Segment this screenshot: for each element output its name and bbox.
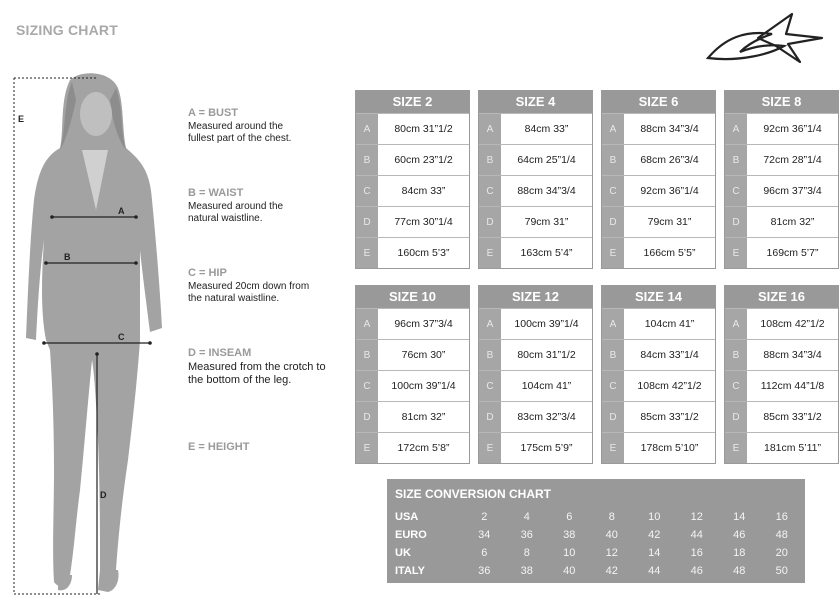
row-value: 85cm 33”1/2 (763, 411, 822, 423)
table-row (602, 308, 715, 339)
row-value: 92cm 36”1/4 (640, 185, 699, 197)
legend-head: E = HEIGHT (188, 441, 250, 453)
row-letter: A (602, 309, 624, 339)
conversion-value: 38 (563, 529, 576, 541)
legend-desc: Measured from the crotch to the bottom of the leg. (188, 361, 326, 386)
legend-head: B = WAIST (188, 187, 244, 199)
conversion-row (395, 544, 805, 562)
row-letter: E (479, 433, 501, 463)
table-row (725, 308, 838, 339)
conversion-value: 14 (733, 511, 746, 523)
conversion-value: 14 (648, 547, 661, 559)
legend-desc: Measured around the fullest part of the chest. (188, 121, 292, 144)
conversion-value: 12 (690, 511, 703, 523)
page-title: SIZING CHART (16, 22, 118, 38)
table-row (356, 339, 469, 370)
size-title: SIZE 8 (725, 91, 838, 113)
row-value: 60cm 23”1/2 (394, 154, 453, 166)
row-value: 175cm 5’9” (520, 442, 573, 454)
size-title: SIZE 2 (356, 91, 469, 113)
conversion-value: 50 (775, 565, 788, 577)
row-letter: A (479, 114, 501, 144)
conversion-value: 42 (648, 529, 661, 541)
conversion-value: 40 (563, 565, 576, 577)
table-row (479, 113, 592, 144)
table-row (479, 432, 592, 463)
row-value: 84cm 33”1/4 (640, 349, 699, 361)
row-letter: E (356, 238, 378, 268)
row-value: 92cm 36”1/4 (763, 123, 822, 135)
row-value: 72cm 28”1/4 (763, 154, 822, 166)
row-letter: C (602, 176, 624, 206)
row-value: 81cm 32” (770, 216, 815, 228)
row-value: 88cm 34”3/4 (763, 349, 822, 361)
row-value: 169cm 5’7” (766, 247, 819, 259)
conversion-value: 20 (775, 547, 788, 559)
table-row (602, 432, 715, 463)
conversion-label: USA (395, 511, 419, 523)
size-table (355, 285, 470, 464)
conversion-value: 46 (690, 565, 703, 577)
table-row (479, 144, 592, 175)
conversion-value: 38 (520, 565, 533, 577)
legend-desc: Measured 20cm down from the natural waistline. (188, 281, 310, 304)
row-value: 96cm 37”3/4 (394, 318, 453, 330)
size-title: SIZE 4 (479, 91, 592, 113)
conversion-value: 2 (481, 511, 488, 523)
table-row (602, 113, 715, 144)
row-value: 172cm 5’8” (397, 442, 450, 454)
row-letter: A (725, 114, 747, 144)
row-letter: A (356, 114, 378, 144)
row-letter: C (356, 176, 378, 206)
label-a: A (118, 206, 125, 216)
conversion-value: 16 (690, 547, 703, 559)
legend-hip (188, 267, 348, 305)
conversion-label: EURO (395, 529, 427, 541)
row-value: 112cm 44”1/8 (760, 380, 825, 392)
legend-waist (188, 187, 348, 225)
table-row (725, 432, 838, 463)
size-table (355, 90, 470, 269)
table-row (479, 308, 592, 339)
table-row (602, 175, 715, 206)
conversion-value: 8 (608, 511, 615, 523)
row-letter: D (479, 207, 501, 237)
conversion-value: 6 (481, 547, 488, 559)
row-value: 77cm 30”1/4 (394, 216, 453, 228)
row-letter: E (602, 433, 624, 463)
legend-height (188, 441, 348, 455)
row-letter: D (356, 402, 378, 432)
row-letter: C (356, 371, 378, 401)
table-row (602, 339, 715, 370)
row-letter: C (479, 176, 501, 206)
size-table (724, 285, 839, 464)
conversion-value: 4 (523, 511, 530, 523)
table-row (356, 206, 469, 237)
size-conversion-chart (387, 479, 805, 583)
size-title: SIZE 14 (602, 286, 715, 308)
conversion-row (395, 562, 805, 580)
row-letter: E (356, 433, 378, 463)
row-letter: D (602, 207, 624, 237)
row-value: 104cm 41” (521, 380, 572, 392)
table-row (356, 432, 469, 463)
conversion-label: ITALY (395, 565, 425, 577)
row-letter: C (725, 371, 747, 401)
brand-logo-icon (700, 8, 830, 66)
legend-desc: Measured around the natural waistline. (188, 201, 284, 224)
table-row (356, 144, 469, 175)
row-letter: D (725, 402, 747, 432)
conversion-value: 8 (523, 547, 530, 559)
row-value: 83cm 32”3/4 (517, 411, 576, 423)
conversion-value: 44 (690, 529, 703, 541)
row-value: 108cm 42”1/2 (760, 318, 825, 330)
table-row (356, 308, 469, 339)
row-letter: C (725, 176, 747, 206)
row-letter: D (479, 402, 501, 432)
row-letter: B (602, 145, 624, 175)
table-row (356, 113, 469, 144)
row-value: 79cm 31” (524, 216, 569, 228)
conversion-row (395, 526, 805, 544)
row-letter: D (725, 207, 747, 237)
row-value: 181cm 5’11” (763, 442, 821, 454)
body-silhouette (0, 70, 200, 600)
row-letter: B (479, 145, 501, 175)
table-row (725, 175, 838, 206)
row-letter: E (725, 433, 747, 463)
conversion-value: 16 (775, 511, 788, 523)
table-row (725, 144, 838, 175)
row-value: 64cm 25”1/4 (517, 154, 576, 166)
row-letter: B (479, 340, 501, 370)
row-letter: B (725, 145, 747, 175)
row-letter: A (602, 114, 624, 144)
conversion-value: 48 (733, 565, 746, 577)
label-e: E (18, 114, 25, 124)
row-value: 160cm 5’3” (397, 247, 450, 259)
row-letter: C (602, 371, 624, 401)
row-letter: A (725, 309, 747, 339)
table-row (725, 401, 838, 432)
row-value: 68cm 26”3/4 (640, 154, 699, 166)
row-letter: E (479, 238, 501, 268)
size-table (478, 285, 593, 464)
label-c: C (118, 332, 125, 342)
table-row (725, 237, 838, 268)
table-row (479, 339, 592, 370)
conversion-value: 6 (566, 511, 573, 523)
size-title: SIZE 10 (356, 286, 469, 308)
row-value: 100cm 39”1/4 (514, 318, 579, 330)
row-value: 104cm 41” (644, 318, 695, 330)
table-row (602, 237, 715, 268)
row-letter: B (725, 340, 747, 370)
conversion-value: 48 (775, 529, 788, 541)
row-letter: D (602, 402, 624, 432)
conversion-value: 40 (605, 529, 618, 541)
row-value: 81cm 32” (401, 411, 446, 423)
row-value: 80cm 31”1/2 (517, 349, 576, 361)
size-title: SIZE 6 (602, 91, 715, 113)
conversion-value: 42 (605, 565, 618, 577)
legend-head: A = BUST (188, 107, 239, 119)
size-title: SIZE 12 (479, 286, 592, 308)
conversion-value: 36 (478, 565, 491, 577)
conversion-row (395, 508, 805, 526)
table-row (356, 370, 469, 401)
table-row (602, 370, 715, 401)
row-letter: A (479, 309, 501, 339)
conversion-title: SIZE CONVERSION CHART (395, 487, 552, 501)
conversion-label: UK (395, 547, 411, 559)
table-row (725, 339, 838, 370)
size-title: SIZE 16 (725, 286, 838, 308)
table-row (479, 206, 592, 237)
conversion-value: 12 (605, 547, 618, 559)
size-table (601, 285, 716, 464)
row-letter: B (356, 145, 378, 175)
row-value: 166cm 5’5” (643, 247, 696, 259)
conversion-value: 18 (733, 547, 746, 559)
row-letter: E (602, 238, 624, 268)
row-value: 88cm 34”3/4 (517, 185, 576, 197)
table-row (356, 401, 469, 432)
label-d: D (100, 490, 107, 500)
row-value: 84cm 33” (524, 123, 569, 135)
row-value: 76cm 30” (401, 349, 446, 361)
row-value: 96cm 37”3/4 (763, 185, 822, 197)
legend-head: C = HIP (188, 267, 227, 279)
conversion-value: 10 (563, 547, 576, 559)
table-row (725, 113, 838, 144)
table-row (602, 206, 715, 237)
row-value: 163cm 5’4” (520, 247, 573, 259)
row-value: 80cm 31”1/2 (394, 123, 453, 135)
row-value: 88cm 34”3/4 (640, 123, 699, 135)
table-row (356, 237, 469, 268)
row-letter: E (725, 238, 747, 268)
table-row (356, 175, 469, 206)
row-letter: A (356, 309, 378, 339)
conversion-value: 36 (520, 529, 533, 541)
row-value: 84cm 33” (401, 185, 446, 197)
table-row (479, 175, 592, 206)
row-value: 85cm 33”1/2 (640, 411, 699, 423)
row-letter: C (479, 371, 501, 401)
row-value: 178cm 5’10” (640, 442, 699, 454)
table-row (725, 370, 838, 401)
table-row (725, 206, 838, 237)
conversion-value: 10 (648, 511, 661, 523)
row-value: 108cm 42”1/2 (637, 380, 702, 392)
table-row (602, 144, 715, 175)
legend-head: D = INSEAM (188, 347, 252, 359)
row-value: 100cm 39”1/4 (391, 380, 456, 392)
conversion-value: 44 (648, 565, 661, 577)
row-letter: B (602, 340, 624, 370)
table-row (479, 370, 592, 401)
row-value: 79cm 31” (647, 216, 692, 228)
conversion-value: 34 (478, 529, 491, 541)
table-row (479, 237, 592, 268)
table-row (602, 401, 715, 432)
size-table (601, 90, 716, 269)
label-b: B (64, 252, 71, 262)
size-table (478, 90, 593, 269)
table-row (479, 401, 592, 432)
size-table (724, 90, 839, 269)
legend-inseam (188, 347, 348, 387)
row-letter: D (356, 207, 378, 237)
conversion-value: 46 (733, 529, 746, 541)
legend-bust (188, 107, 348, 145)
row-letter: B (356, 340, 378, 370)
